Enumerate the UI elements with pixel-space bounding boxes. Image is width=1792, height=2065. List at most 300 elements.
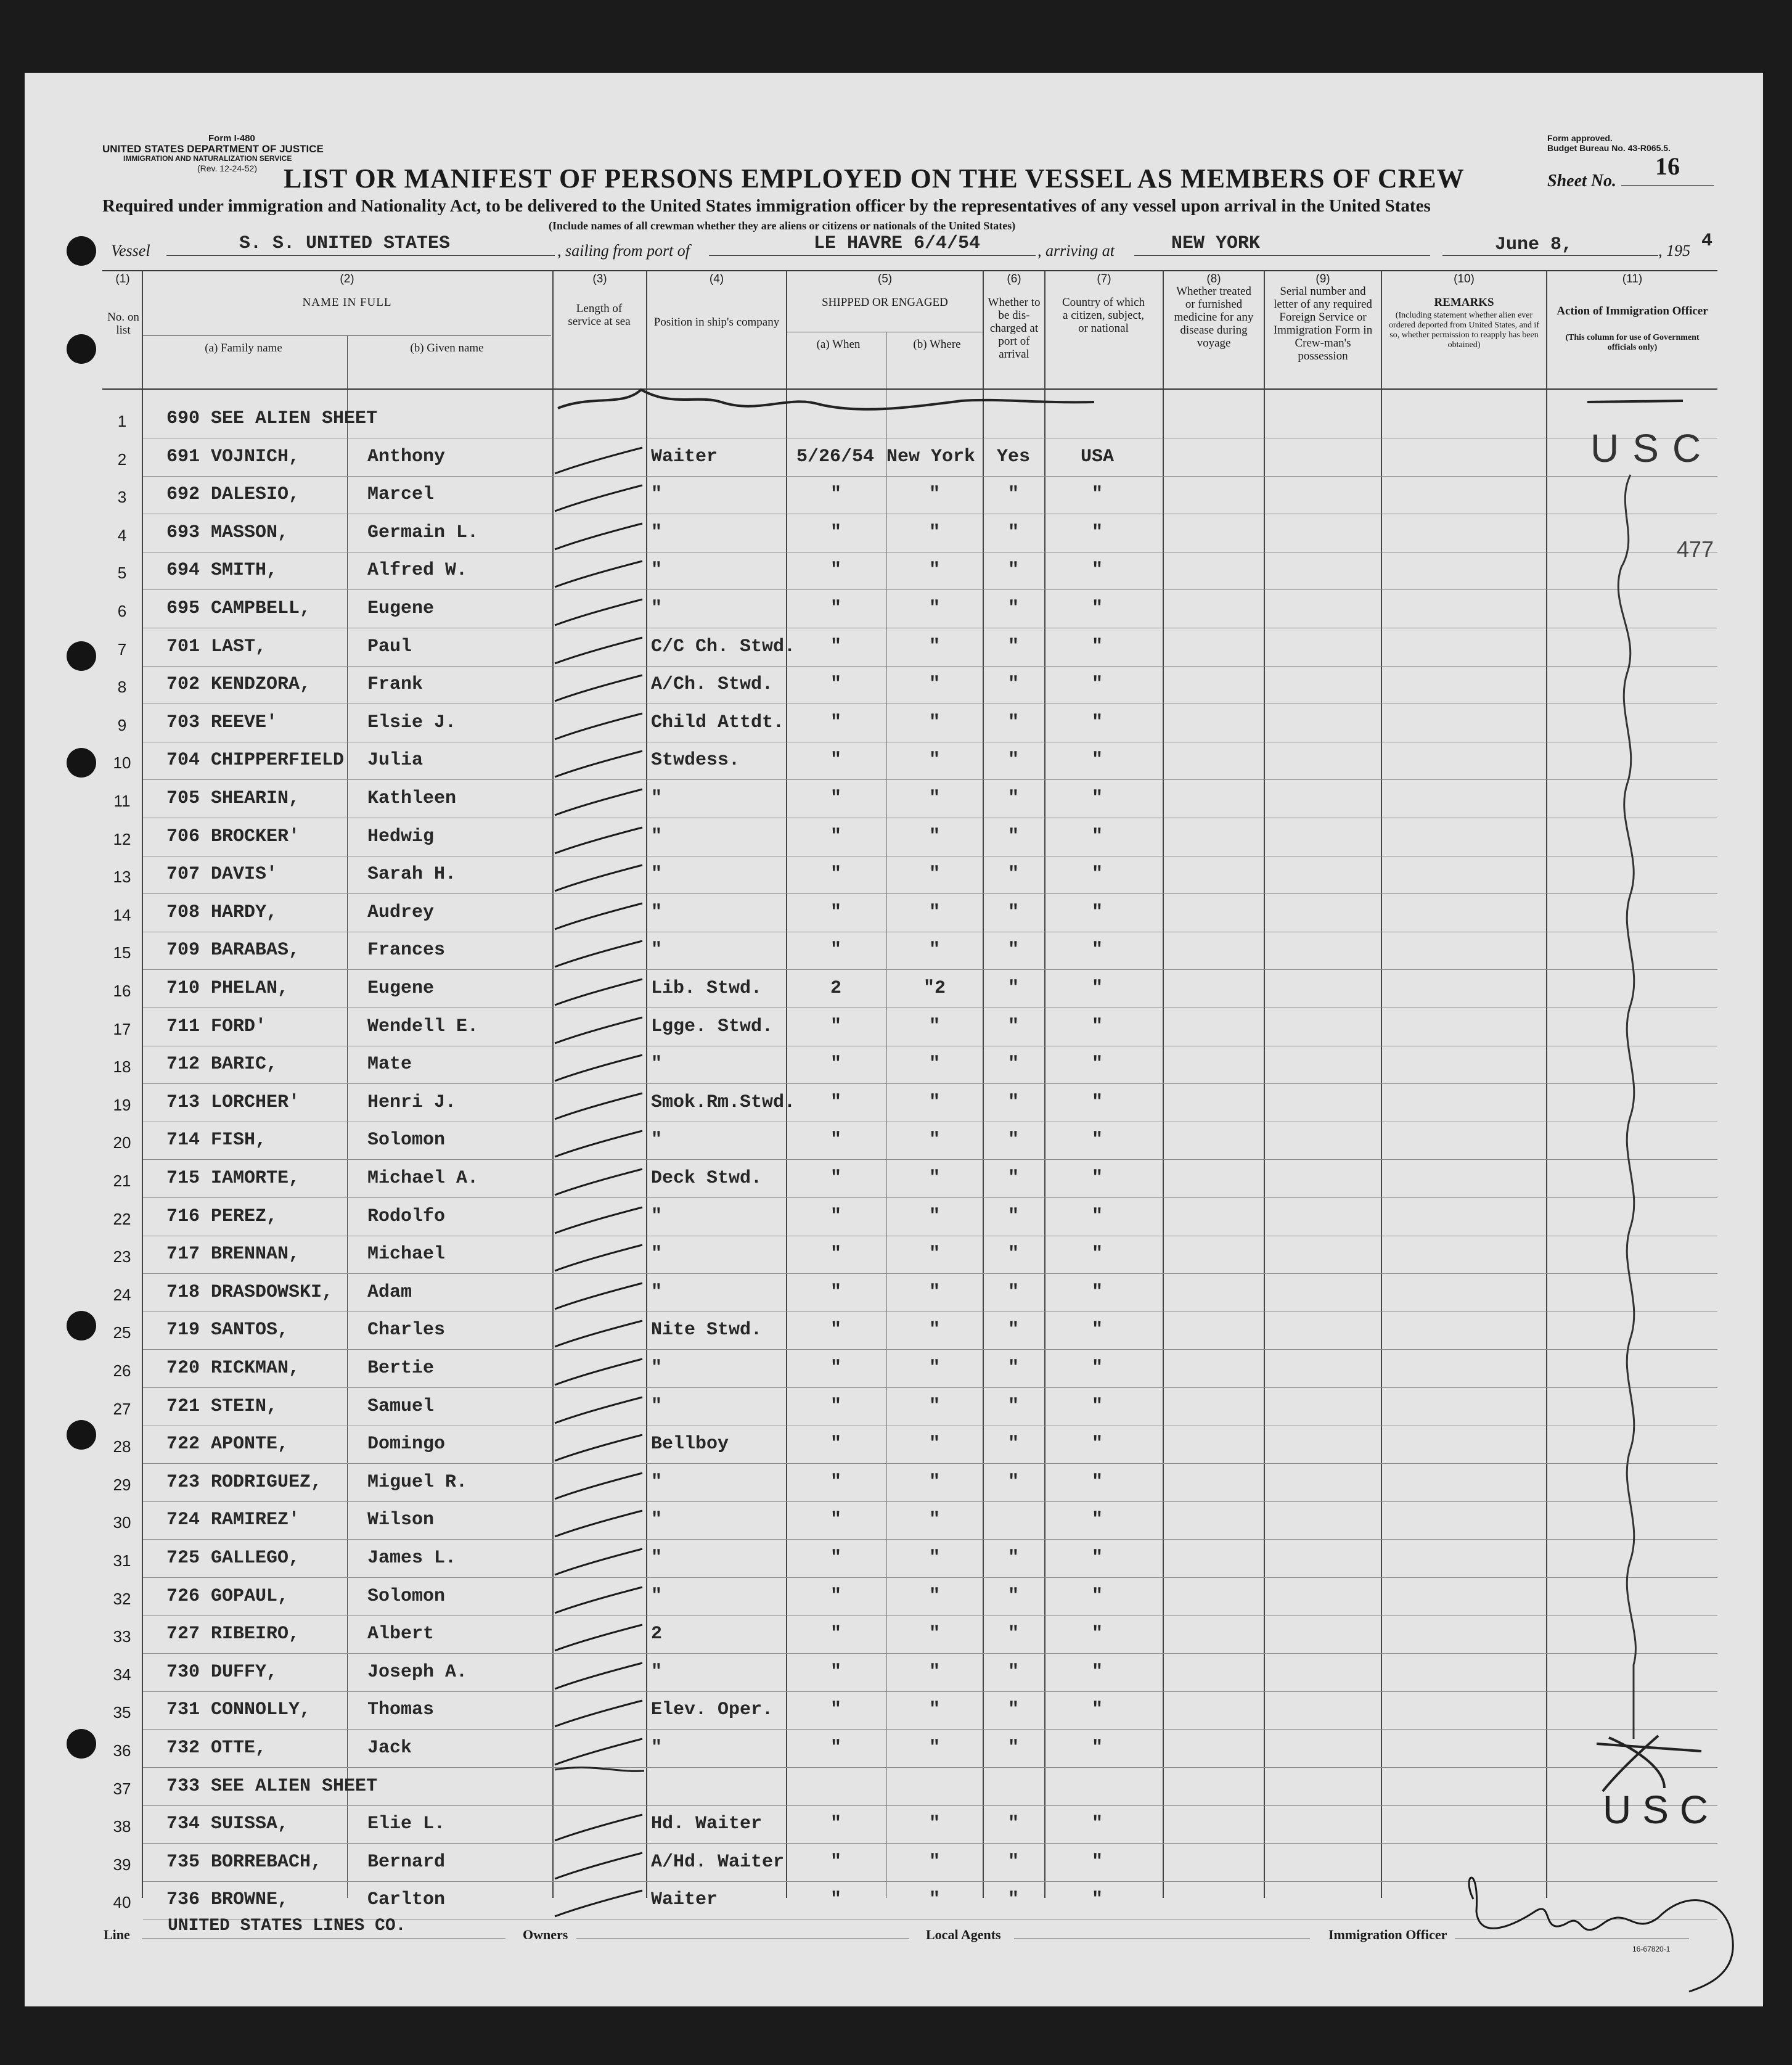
line-number: 38 <box>113 1817 131 1836</box>
position-cell: " <box>651 1548 663 1569</box>
col7-number: (7) <box>1097 273 1111 285</box>
shipped-when-cell: 2 <box>830 978 841 999</box>
col1-number: (1) <box>115 273 130 285</box>
family-name-cell: 714 FISH, <box>166 1130 267 1151</box>
given-name-cell: Eugene <box>367 598 435 619</box>
country-cell: " <box>1091 1434 1103 1455</box>
shipped-when-cell: " <box>830 1852 841 1873</box>
shipped-when-cell: " <box>830 484 841 505</box>
family-name-cell: 712 BARIC, <box>166 1054 278 1075</box>
col5-number: (5) <box>877 273 893 285</box>
arrival-date: June 8, <box>1495 234 1573 255</box>
country-cell: " <box>1091 1168 1103 1189</box>
discharged-cell: " <box>1007 864 1019 885</box>
given-name-cell: Bernard <box>367 1852 446 1873</box>
discharged-cell: " <box>1007 1434 1019 1455</box>
discharged-cell: " <box>1007 788 1019 809</box>
position-cell: Hd. Waiter <box>651 1813 763 1834</box>
line-number: 22 <box>113 1210 131 1228</box>
country-cell: " <box>1091 788 1103 809</box>
shipped-when-cell: " <box>830 636 841 657</box>
country-cell: " <box>1091 826 1103 847</box>
given-name-cell: Samuel <box>367 1396 435 1417</box>
shipped-when-cell: " <box>830 788 841 809</box>
given-name-cell: Marcel <box>367 484 435 505</box>
col5-header: SHIPPED OR ENGAGED <box>822 296 948 309</box>
form-revision: (Rev. 12-24-52) <box>197 163 258 173</box>
immigration-officer-label: Immigration Officer <box>1328 1927 1447 1942</box>
form-subnote: (Include names of all crewman whether they are aliens or citizens or nationals of the United States) <box>549 220 1016 232</box>
position-cell: " <box>651 1472 663 1493</box>
given-name-cell: Paul <box>367 636 412 657</box>
position-cell: A/Hd. Waiter <box>651 1852 785 1873</box>
given-name-cell: Alfred W. <box>367 560 468 581</box>
line-number: 8 <box>117 678 127 696</box>
position-cell: Waiter <box>651 1889 718 1910</box>
col3-header: Length of service at sea <box>568 302 631 328</box>
country-cell: " <box>1091 902 1103 923</box>
shipped-when-cell: " <box>830 1586 841 1607</box>
family-name-cell: 720 RICKMAN, <box>166 1358 300 1379</box>
shipped-where-cell: " <box>928 940 940 961</box>
shipped-when-cell: " <box>830 522 841 543</box>
country-cell: " <box>1091 750 1103 771</box>
shipped-where-cell: " <box>928 1168 940 1189</box>
discharged-cell: " <box>1007 598 1019 619</box>
shipped-where-cell: " <box>928 1509 940 1530</box>
family-name-cell: 723 RODRIGUEZ, <box>166 1472 322 1493</box>
position-cell: " <box>651 1244 663 1265</box>
position-cell: Nite Stwd. <box>651 1320 763 1340</box>
country-cell: " <box>1091 1548 1103 1569</box>
position-cell: " <box>651 484 663 505</box>
discharged-cell: " <box>1007 1548 1019 1569</box>
discharged-cell: " <box>1007 674 1019 695</box>
given-name-cell: Solomon <box>367 1130 446 1151</box>
shipped-when-cell: 5/26/54 <box>796 446 875 467</box>
shipped-where-cell: "2 <box>923 978 946 999</box>
country-cell: " <box>1091 1852 1103 1873</box>
line-number: 15 <box>113 943 131 962</box>
shipped-where-cell: " <box>928 1282 940 1303</box>
position-cell: " <box>651 522 663 543</box>
line-number: 40 <box>113 1893 131 1911</box>
discharged-cell: " <box>1007 1358 1019 1379</box>
line-number: 4 <box>117 526 127 544</box>
shipped-when-cell: " <box>830 674 841 695</box>
line-number: 29 <box>113 1476 131 1494</box>
shipped-where-cell: " <box>928 1662 940 1683</box>
departure-port: LE HAVRE 6/4/54 <box>814 233 981 254</box>
discharged-cell: " <box>1007 978 1019 999</box>
year-digit: 4 <box>1701 231 1713 252</box>
shipped-where-cell: " <box>928 1320 940 1340</box>
shipped-when-cell: " <box>830 1282 841 1303</box>
country-cell: " <box>1091 1509 1103 1530</box>
discharged-cell: " <box>1007 1813 1019 1834</box>
shipped-where-cell: " <box>928 598 940 619</box>
col11-header: Action of Immigration Officer <box>1557 305 1708 318</box>
position-cell: A/Ch. Stwd. <box>651 674 774 695</box>
shipped-where-cell: " <box>928 1699 940 1720</box>
line-number: 23 <box>113 1247 131 1266</box>
shipped-where-cell: " <box>928 484 940 505</box>
country-cell: " <box>1091 560 1103 581</box>
country-cell: " <box>1091 1738 1103 1759</box>
position-cell: C/C Ch. Stwd. <box>651 636 796 657</box>
country-cell: " <box>1091 1396 1103 1417</box>
family-name-cell: 707 DAVIS' <box>166 864 278 885</box>
family-name-cell: 690 SEE ALIEN SHEET <box>166 408 378 429</box>
col10-header: REMARKS <box>1434 296 1494 309</box>
given-name-cell: Julia <box>367 750 423 771</box>
position-cell: Deck Stwd. <box>651 1168 763 1189</box>
line-number: 11 <box>113 792 131 810</box>
discharged-cell: " <box>1007 484 1019 505</box>
discharged-cell: " <box>1007 560 1019 581</box>
form-subtitle: Required under immigration and Nationality Act, to be delivered to the United States immigration officer by the representatives of any vessel upon arrival in the United States <box>102 196 1431 216</box>
shipped-when-cell: " <box>830 1092 841 1113</box>
given-name-cell: Sarah H. <box>367 864 457 885</box>
country-cell: " <box>1091 1282 1103 1303</box>
position-cell: " <box>651 1282 663 1303</box>
position-cell: " <box>651 902 663 923</box>
sailing-label: , sailing from port of <box>557 242 690 260</box>
line-number: 39 <box>113 1855 131 1874</box>
owners-label: Owners <box>523 1927 568 1942</box>
col5b-header: (b) Where <box>913 338 961 351</box>
line-number: 32 <box>113 1590 131 1608</box>
position-cell: " <box>651 1662 663 1683</box>
position-cell: Child Attdt. <box>651 712 785 733</box>
family-name-cell: 711 FORD' <box>166 1016 267 1037</box>
line-number: 26 <box>113 1361 131 1380</box>
shipped-when-cell: " <box>830 1320 841 1340</box>
given-name-cell: Michael <box>367 1244 446 1265</box>
shipped-where-cell: " <box>928 560 940 581</box>
discharged-cell: " <box>1007 1130 1019 1151</box>
family-name-cell: 710 PHELAN, <box>166 978 289 999</box>
col10-number: (10) <box>1454 273 1475 285</box>
given-name-cell: Frances <box>367 940 446 961</box>
discharged-cell: " <box>1007 712 1019 733</box>
usc-stamp-bottom: USC <box>1603 1788 1720 1832</box>
family-name-cell: 722 APONTE, <box>166 1434 289 1455</box>
line-number: 33 <box>113 1627 131 1646</box>
col3-number: (3) <box>592 273 607 285</box>
given-name-cell: Miguel R. <box>367 1472 468 1493</box>
print-code: 16-67820-1 <box>1632 1945 1671 1953</box>
approval-line: Form approved. <box>1547 133 1613 143</box>
family-name-cell: 703 REEVE' <box>166 712 278 733</box>
country-cell: USA <box>1080 446 1114 467</box>
given-name-cell: Frank <box>367 674 423 695</box>
usc-stamp-top: USC <box>1590 426 1715 470</box>
shipped-when-cell: " <box>830 1016 841 1037</box>
shipped-when-cell: " <box>830 1813 841 1834</box>
col11-number: (11) <box>1622 273 1643 285</box>
line-number: 25 <box>113 1323 131 1342</box>
shipped-when-cell: " <box>830 750 841 771</box>
shipped-when-cell: " <box>830 1472 841 1493</box>
line-number: 10 <box>113 753 131 772</box>
sheet-label: Sheet No. <box>1547 171 1616 191</box>
position-cell: Lgge. Stwd. <box>651 1016 774 1037</box>
family-name-cell: 715 IAMORTE, <box>166 1168 300 1189</box>
given-name-cell: Elie L. <box>367 1813 446 1834</box>
position-cell: " <box>651 1358 663 1379</box>
shipped-where-cell: " <box>928 1054 940 1075</box>
country-cell: " <box>1091 636 1103 657</box>
shipped-when-cell: " <box>830 1396 841 1417</box>
shipped-where-cell: " <box>928 1206 940 1227</box>
col10-note: (Including statement whether alien ever ordered deported from United States, and if so, whether permission to reapply has been obtained) <box>1389 311 1539 350</box>
country-cell: " <box>1091 712 1103 733</box>
shipped-where-cell: " <box>928 788 940 809</box>
line-number: 9 <box>117 716 127 734</box>
col8-header: Whether treated or furnished medicine for any disease during voyage <box>1174 285 1254 350</box>
position-cell: Smok.Rm.Stwd. <box>651 1092 796 1113</box>
col4-header: Position in ship's company <box>653 316 780 329</box>
line-number: 3 <box>117 488 127 506</box>
given-name-cell: Charles <box>367 1320 446 1340</box>
position-cell: " <box>651 1586 663 1607</box>
discharged-cell: " <box>1007 522 1019 543</box>
line-number: 1 <box>117 412 127 430</box>
shipped-when-cell: " <box>830 1244 841 1265</box>
form-number: Form I-480 <box>208 133 255 144</box>
col9-number: (9) <box>1315 273 1330 285</box>
country-cell: " <box>1091 1624 1103 1644</box>
position-cell: Lib. Stwd. <box>651 978 763 999</box>
margin-number: 477 <box>1677 536 1714 562</box>
shipped-where-cell: " <box>928 636 940 657</box>
family-name-cell: 708 HARDY, <box>166 902 278 923</box>
shipped-when-cell: " <box>830 1434 841 1455</box>
given-name-cell: Bertie <box>367 1358 435 1379</box>
page-title: LIST OR MANIFEST OF PERSONS EMPLOYED ON THE VESSEL AS MEMBERS OF CREW <box>284 163 1465 194</box>
given-name-cell: Domingo <box>367 1434 446 1455</box>
given-name-cell: Albert <box>367 1624 435 1644</box>
line-number: 18 <box>113 1057 131 1076</box>
vessel-name: S. S. UNITED STATES <box>239 233 451 254</box>
country-cell: " <box>1091 1699 1103 1720</box>
col2a-header: (a) Family name <box>205 342 282 355</box>
given-name-cell: Adam <box>367 1282 412 1303</box>
line-number: 17 <box>113 1020 131 1038</box>
given-name-cell: Eugene <box>367 978 435 999</box>
line-number: 16 <box>113 982 131 1000</box>
country-cell: " <box>1091 484 1103 505</box>
col6-number: (6) <box>1007 273 1021 285</box>
discharged-cell: " <box>1007 1472 1019 1493</box>
discharged-cell: " <box>1007 1889 1019 1910</box>
shipped-where-cell: " <box>928 902 940 923</box>
family-name-cell: 702 KENDZORA, <box>166 674 311 695</box>
shipping-line: UNITED STATES LINES CO. <box>168 1916 406 1936</box>
line-number: 30 <box>113 1513 131 1532</box>
given-name-cell: Elsie J. <box>367 712 457 733</box>
line-number: 20 <box>113 1133 131 1152</box>
shipped-when-cell: " <box>830 1130 841 1151</box>
given-name-cell: Mate <box>367 1054 412 1075</box>
discharged-cell: " <box>1007 1586 1019 1607</box>
position-cell: Elev. Oper. <box>651 1699 774 1720</box>
given-name-cell: Hedwig <box>367 826 435 847</box>
shipped-when-cell: " <box>830 1889 841 1910</box>
arriving-label: , arriving at <box>1037 242 1115 260</box>
position-cell: " <box>651 1396 663 1417</box>
family-name-cell: 734 SUISSA, <box>166 1813 289 1834</box>
discharged-cell: " <box>1007 1206 1019 1227</box>
family-name-cell: 704 CHIPPERFIELD <box>166 750 345 771</box>
shipped-where-cell: " <box>928 1624 940 1644</box>
shipped-when-cell: " <box>830 1509 841 1530</box>
shipped-where-cell: " <box>928 1016 940 1037</box>
discharged-cell: " <box>1007 902 1019 923</box>
country-cell: " <box>1091 1586 1103 1607</box>
given-name-cell: Kathleen <box>367 788 457 809</box>
country-cell: " <box>1091 674 1103 695</box>
col6-header: Whether to be dis-charged at port of arrival <box>988 296 1041 361</box>
family-name-cell: 735 BORREBACH, <box>166 1852 322 1873</box>
given-name-cell: Joseph A. <box>367 1662 468 1683</box>
local-agents-label: Local Agents <box>926 1927 1001 1942</box>
family-name-cell: 713 LORCHER' <box>166 1092 300 1113</box>
discharged-cell: " <box>1007 1624 1019 1644</box>
col2-header: NAME IN FULL <box>302 296 392 309</box>
col8-number: (8) <box>1206 273 1221 285</box>
shipped-where-cell: " <box>928 1472 940 1493</box>
given-name-cell: James L. <box>367 1548 457 1569</box>
given-name-cell: Jack <box>367 1738 412 1759</box>
country-cell: " <box>1091 1662 1103 1683</box>
shipped-when-cell: " <box>830 712 841 733</box>
shipped-where-cell: " <box>928 712 940 733</box>
discharged-cell: " <box>1007 1662 1019 1683</box>
given-name-cell: Germain L. <box>367 522 479 543</box>
country-cell: " <box>1091 1016 1103 1037</box>
shipped-where-cell: " <box>928 1358 940 1379</box>
discharged-cell: " <box>1007 1282 1019 1303</box>
given-name-cell: Anthony <box>367 446 446 467</box>
shipped-where-cell: " <box>928 1244 940 1265</box>
shipped-where-cell: " <box>928 522 940 543</box>
discharged-cell: " <box>1007 1852 1019 1873</box>
discharged-cell: " <box>1007 826 1019 847</box>
line-number: 6 <box>117 602 127 620</box>
family-name-cell: 730 DUFFY, <box>166 1662 278 1683</box>
col7-header: Country of which a citizen, subject, or national <box>1062 296 1145 335</box>
line-number: 28 <box>113 1437 131 1456</box>
line-number: 7 <box>117 640 127 659</box>
col5a-header: (a) When <box>816 338 861 351</box>
family-name-cell: 724 RAMIREZ' <box>166 1509 300 1530</box>
country-cell: " <box>1091 1813 1103 1834</box>
shipped-where-cell: " <box>928 750 940 771</box>
shipped-when-cell: " <box>830 940 841 961</box>
line-number: 19 <box>113 1096 131 1114</box>
given-name-cell: Wilson <box>367 1509 435 1530</box>
given-name-cell: Henri J. <box>367 1092 457 1113</box>
arrival-port: NEW YORK <box>1171 233 1261 254</box>
shipped-where-cell: " <box>928 1889 940 1910</box>
position-cell: Bellboy <box>651 1434 729 1455</box>
col1-header: No. on list <box>107 311 139 337</box>
family-name-cell: 691 VOJNICH, <box>166 446 300 467</box>
family-name-cell: 705 SHEARIN, <box>166 788 300 809</box>
family-name-cell: 721 STEIN, <box>166 1396 278 1417</box>
col9-header: Serial number and letter of any required Foreign Service or Immigration Form in Crew-man's possession <box>1273 285 1373 363</box>
position-cell: 2 <box>651 1624 663 1644</box>
line-number: 31 <box>113 1551 131 1570</box>
family-name-cell: 733 SEE ALIEN SHEET <box>166 1776 378 1797</box>
col4-number: (4) <box>709 273 724 285</box>
family-name-cell: 727 RIBEIRO, <box>166 1624 300 1644</box>
shipped-where-cell: " <box>928 1813 940 1834</box>
line-number: 2 <box>117 450 127 469</box>
line-number: 35 <box>113 1703 131 1722</box>
line-number: 36 <box>113 1741 131 1760</box>
family-name-cell: 701 LAST, <box>166 636 267 657</box>
line-number: 24 <box>113 1286 131 1304</box>
position-cell: Stwdess. <box>651 750 740 771</box>
discharged-cell: " <box>1007 1396 1019 1417</box>
given-name-cell: Audrey <box>367 902 435 923</box>
discharged-cell: " <box>1007 1054 1019 1075</box>
given-name-cell: Thomas <box>367 1699 435 1720</box>
country-cell: " <box>1091 1358 1103 1379</box>
budget-bureau: Budget Bureau No. 43-R065.5. <box>1547 143 1671 153</box>
position-cell: " <box>651 864 663 885</box>
family-name-cell: 716 PEREZ, <box>166 1206 278 1227</box>
shipped-when-cell: " <box>830 1206 841 1227</box>
shipped-when-cell: " <box>830 1358 841 1379</box>
shipped-when-cell: " <box>830 902 841 923</box>
given-name-cell: Wendell E. <box>367 1016 479 1037</box>
shipped-where-cell: " <box>928 674 940 695</box>
shipped-where-cell: " <box>928 1852 940 1873</box>
discharged-cell: " <box>1007 1699 1019 1720</box>
discharged-cell: " <box>1007 1092 1019 1113</box>
shipped-where-cell: " <box>928 864 940 885</box>
shipped-when-cell: " <box>830 1548 841 1569</box>
family-name-cell: 717 BRENNAN, <box>166 1244 300 1265</box>
shipped-when-cell: " <box>830 598 841 619</box>
family-name-cell: 709 BARABAS, <box>166 940 300 961</box>
family-name-cell: 718 DRASDOWSKI, <box>166 1282 333 1303</box>
vessel-label: Vessel <box>111 242 150 260</box>
col11-note: (This column for use of Government officials only) <box>1565 333 1700 352</box>
country-cell: " <box>1091 1244 1103 1265</box>
country-cell: " <box>1091 522 1103 543</box>
line-number: 12 <box>113 830 131 848</box>
position-cell: Waiter <box>651 446 718 467</box>
country-cell: " <box>1091 1206 1103 1227</box>
line-number: 5 <box>117 564 127 582</box>
col2-number: (2) <box>340 273 354 285</box>
position-cell: " <box>651 1054 663 1075</box>
position-cell: " <box>651 598 663 619</box>
col2b-header: (b) Given name <box>410 342 484 355</box>
country-cell: " <box>1091 978 1103 999</box>
country-cell: " <box>1091 1889 1103 1910</box>
shipped-when-cell: " <box>830 1054 841 1075</box>
family-name-cell: 706 BROCKER' <box>166 826 300 847</box>
discharged-cell: " <box>1007 1244 1019 1265</box>
shipped-where-cell: " <box>928 1434 940 1455</box>
given-name-cell: Solomon <box>367 1586 446 1607</box>
